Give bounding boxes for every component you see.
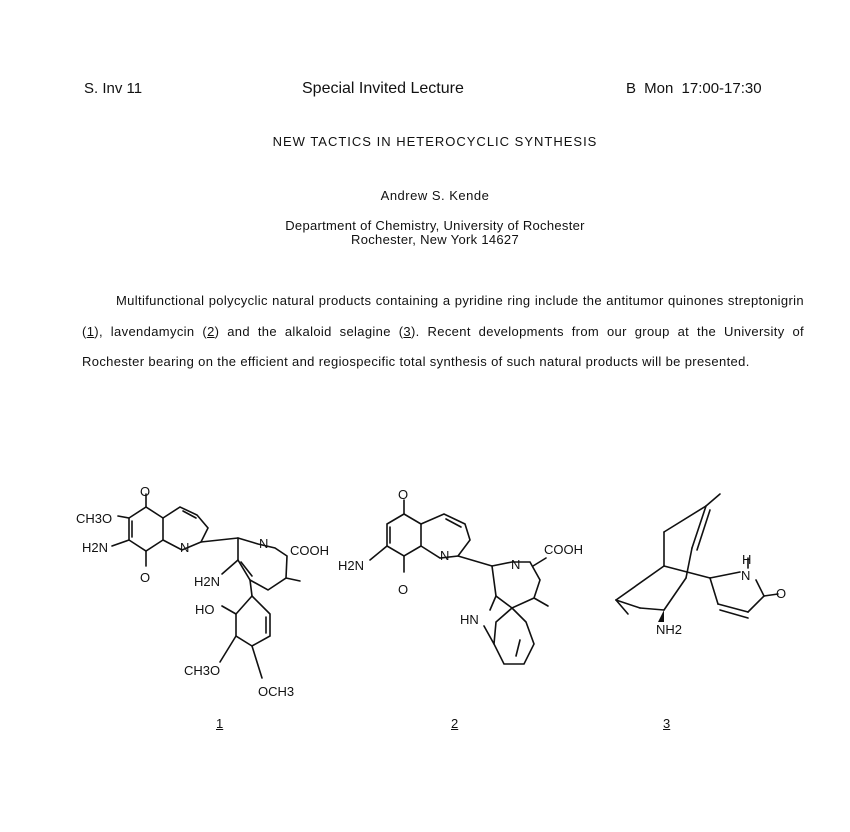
structure-1-atoms	[76, 484, 329, 699]
s1-o-bottom: O	[140, 570, 151, 585]
s2-cooh: COOH	[544, 542, 583, 557]
s3-wedge-bond	[658, 610, 664, 622]
s2-o-top: O	[398, 487, 409, 502]
session-schedule: B Mon 17:00-17:30	[626, 80, 762, 97]
s1-o-top: O	[140, 484, 151, 499]
abstract	[82, 286, 804, 378]
compound-label-2: 2	[451, 716, 459, 731]
s2-n-ring-2: N	[511, 557, 521, 572]
s3-o: O	[776, 586, 787, 601]
author-name: Andrew S. Kende	[380, 188, 490, 203]
compound-label-3: 3	[663, 716, 671, 731]
abstract-text-2: ), lavendamycin (	[94, 323, 208, 339]
ref-compound-3: 3	[403, 323, 411, 339]
s2-h2n: H2N	[338, 558, 365, 573]
s2-o-bottom: O	[398, 582, 409, 597]
ref-compound-1: 1	[86, 323, 95, 339]
abstract-text-4: ). Recent developments from our group at the University of Rochester bearing on the efficient and regiospecific total synthesis of such natural products will be presented.	[82, 323, 804, 369]
s1-n-ring-1: N	[180, 540, 190, 555]
structure-2-bonds	[370, 500, 548, 664]
s3-h: H	[742, 552, 752, 567]
s2-n-ring-1: N	[440, 548, 450, 563]
session-code: S. Inv 11	[84, 80, 143, 97]
s1-h2n: H2N	[82, 540, 109, 555]
s1-och3: OCH3	[258, 684, 295, 699]
s1-n-ring-2: N	[259, 536, 269, 551]
s1-ch3o: CH3O	[76, 511, 113, 526]
s1-ch3o-2: CH3O	[184, 663, 221, 678]
compound-label-1: 1	[216, 716, 224, 731]
s1-cooh: COOH	[290, 543, 329, 558]
s3-n: N	[741, 568, 751, 583]
chemical-structures	[0, 470, 850, 710]
lecture-type: Special Invited Lecture	[302, 80, 464, 97]
s1-ho: HO	[195, 602, 215, 617]
structure-3-bonds	[616, 494, 778, 618]
s1-h2n-2: H2N	[194, 574, 221, 589]
abstract-text-3: ) and the alkaloid selagine (	[214, 323, 404, 339]
abstract-text-1: Multifunctional polycyclic natural products containing a pyridine ring include the antitumor quinones streptonigrin (	[82, 293, 804, 339]
s3-nh2: NH2	[656, 622, 683, 637]
s2-hn: HN	[460, 612, 479, 627]
affiliation-line-2: Rochester, New York 14627	[351, 232, 519, 247]
affiliation	[0, 219, 850, 247]
ref-compound-2: 2	[207, 323, 215, 339]
paper-title: NEW TACTICS IN HETEROCYCLIC SYNTHESIS	[272, 134, 598, 149]
affiliation-line-1: Department of Chemistry, University of Rochester	[285, 218, 585, 233]
